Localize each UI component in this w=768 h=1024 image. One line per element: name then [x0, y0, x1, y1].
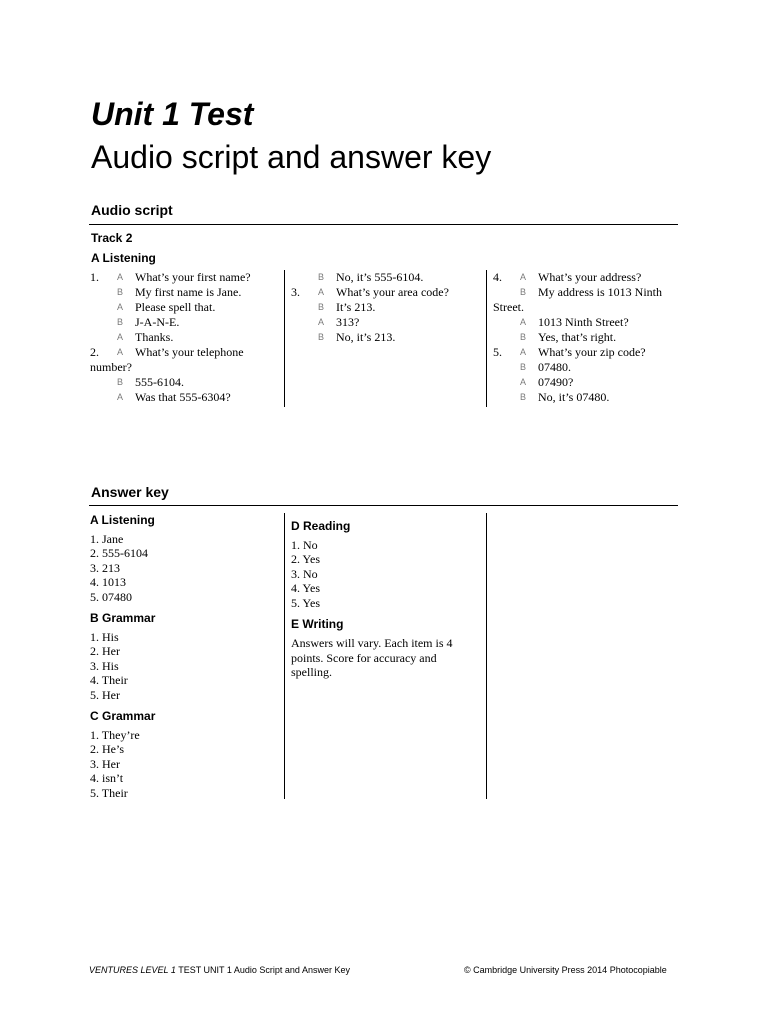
- script-line: [90, 390, 280, 405]
- answer-item: 3. His: [90, 658, 119, 673]
- script-text: What’s your address?: [538, 270, 642, 284]
- script-text: What’s your area code?: [336, 285, 449, 299]
- item-number: 5.: [493, 345, 502, 359]
- answer-item: 1. No: [291, 538, 318, 552]
- item-number: 4.: [493, 270, 502, 284]
- script-text: No, it’s 213.: [336, 330, 396, 344]
- script-text: 1013 Ninth Street?: [538, 315, 629, 329]
- script-line: [493, 315, 678, 330]
- speaker-label: B: [520, 392, 527, 402]
- footer-doc-title: TEST UNIT 1 Audio Script and Answer Key: [175, 965, 350, 975]
- speaker-label: A: [318, 287, 325, 297]
- script-text: Was that 555-6304?: [135, 390, 231, 404]
- answer-item: 2. Her: [90, 644, 120, 659]
- script-line: [291, 330, 481, 345]
- speaker-label: A: [318, 317, 325, 327]
- answer-key-rule: [89, 505, 678, 506]
- script-text: 07480.: [538, 360, 571, 374]
- speaker-label: B: [318, 332, 325, 342]
- script-text: 555-6104.: [135, 375, 184, 389]
- speaker-label: A: [117, 347, 124, 357]
- script-text: Please spell that.: [135, 300, 216, 314]
- speaker-label: B: [520, 362, 527, 372]
- script-line: [493, 270, 678, 285]
- answer-item: 1. Jane: [90, 532, 124, 546]
- answer-b-grammar-list: [90, 630, 280, 702]
- script-column-3: [493, 270, 678, 405]
- script-text: number?: [90, 360, 132, 374]
- script-line: [90, 285, 280, 300]
- answer-c-grammar-title: C Grammar: [90, 709, 156, 724]
- script-line: [291, 315, 481, 330]
- audio-section-label: A Listening: [91, 251, 156, 265]
- script-divider-2: [486, 270, 487, 407]
- script-line: [493, 390, 678, 405]
- speaker-label: B: [520, 332, 527, 342]
- answer-item: 3. Her: [90, 756, 120, 771]
- answer-divider-2: [486, 513, 487, 799]
- script-line: [493, 300, 678, 315]
- script-column-1: [90, 270, 280, 405]
- answer-item: 3. No: [291, 566, 318, 581]
- answer-item: 2. He’s: [90, 742, 124, 757]
- script-column-2: [291, 270, 481, 345]
- speaker-label: A: [117, 392, 124, 402]
- answer-d-reading-list: [291, 538, 481, 610]
- answer-column-1: [90, 512, 280, 800]
- speaker-label: A: [117, 302, 124, 312]
- script-line: [291, 285, 481, 300]
- speaker-label: A: [117, 332, 124, 342]
- speaker-label: B: [520, 287, 527, 297]
- answer-d-reading-title: D Reading: [291, 519, 351, 533]
- script-line: [90, 300, 280, 315]
- script-text: It’s 213.: [336, 300, 376, 314]
- script-text: What’s your telephone: [135, 345, 244, 359]
- script-text: Yes, that’s right.: [538, 330, 617, 344]
- answer-item: 5. Their: [90, 785, 128, 800]
- script-line: [90, 270, 280, 285]
- script-line: [291, 270, 481, 285]
- speaker-label: B: [318, 302, 325, 312]
- script-text: 07490?: [538, 375, 574, 389]
- answer-key-heading: Answer key: [91, 484, 169, 500]
- answer-item: 4. 1013: [90, 575, 126, 590]
- speaker-label: B: [117, 377, 124, 387]
- script-text: What’s your first name?: [135, 270, 251, 284]
- answer-item: 4. Their: [90, 673, 128, 688]
- page-title: Unit 1 Test: [91, 96, 254, 132]
- script-text: No, it’s 555-6104.: [336, 270, 424, 284]
- answer-column-2: [291, 518, 481, 680]
- footer-series: VENTURES LEVEL 1: [89, 965, 176, 975]
- item-number: 1.: [90, 270, 99, 284]
- script-text: No, it’s 07480.: [538, 390, 610, 404]
- script-divider-1: [284, 270, 285, 407]
- answer-e-writing-text: Answers will vary. Each item is 4 points. Score for accuracy and spelling.: [291, 636, 453, 680]
- answer-b-grammar-title: B Grammar: [90, 611, 156, 626]
- script-text: J-A-N-E.: [135, 315, 180, 329]
- script-line: [493, 330, 678, 345]
- speaker-label: A: [520, 347, 527, 357]
- answer-item: 5. Her: [90, 687, 120, 702]
- answer-c-grammar-list: [90, 728, 280, 800]
- audio-script-rule: [89, 224, 678, 225]
- answer-a-listening-list: [90, 532, 280, 604]
- script-line: [90, 375, 280, 390]
- speaker-label: A: [520, 272, 527, 282]
- script-text: My first name is Jane.: [135, 285, 242, 299]
- answer-divider-1: [284, 513, 285, 799]
- answer-item: 5. 07480: [90, 589, 132, 604]
- speaker-label: A: [520, 377, 527, 387]
- answer-item: 1. His: [90, 630, 119, 645]
- footer-copyright: © Cambridge University Press 2014 Photocopiable: [464, 965, 667, 975]
- script-line: [90, 360, 280, 375]
- script-text: My address is 1013 Ninth: [538, 285, 662, 299]
- script-text: What’s your zip code?: [538, 345, 646, 359]
- script-line: [493, 360, 678, 375]
- footer-left: [89, 965, 350, 975]
- script-line: [291, 300, 481, 315]
- answer-e-writing-title: E Writing: [291, 617, 344, 632]
- script-text: Thanks.: [135, 330, 174, 344]
- answer-item: 4. isn’t: [90, 771, 124, 786]
- script-line: [90, 345, 280, 360]
- answer-item: 4. Yes: [291, 581, 321, 596]
- answer-item: 1. They’re: [90, 728, 140, 743]
- speaker-label: B: [117, 317, 124, 327]
- item-number: 2.: [90, 345, 99, 359]
- script-line: [493, 285, 678, 300]
- script-line: [493, 345, 678, 360]
- speaker-label: A: [520, 317, 527, 327]
- audio-script-heading: Audio script: [91, 202, 173, 218]
- answer-item: 2. 555-6104: [90, 546, 148, 561]
- speaker-label: B: [318, 272, 325, 282]
- page-subtitle: Audio script and answer key: [91, 139, 492, 175]
- item-number: 3.: [291, 285, 300, 299]
- speaker-label: B: [117, 287, 124, 297]
- script-line: [493, 375, 678, 390]
- speaker-label: A: [117, 272, 124, 282]
- script-text: Street.: [493, 300, 524, 314]
- script-text: 313?: [336, 315, 360, 329]
- script-line: [90, 315, 280, 330]
- track-label: Track 2: [91, 231, 133, 245]
- answer-item: 3. 213: [90, 560, 120, 575]
- answer-item: 5. Yes: [291, 595, 321, 610]
- answer-a-listening-title: A Listening: [90, 513, 155, 527]
- answer-item: 2. Yes: [291, 552, 321, 567]
- script-line: [90, 330, 280, 345]
